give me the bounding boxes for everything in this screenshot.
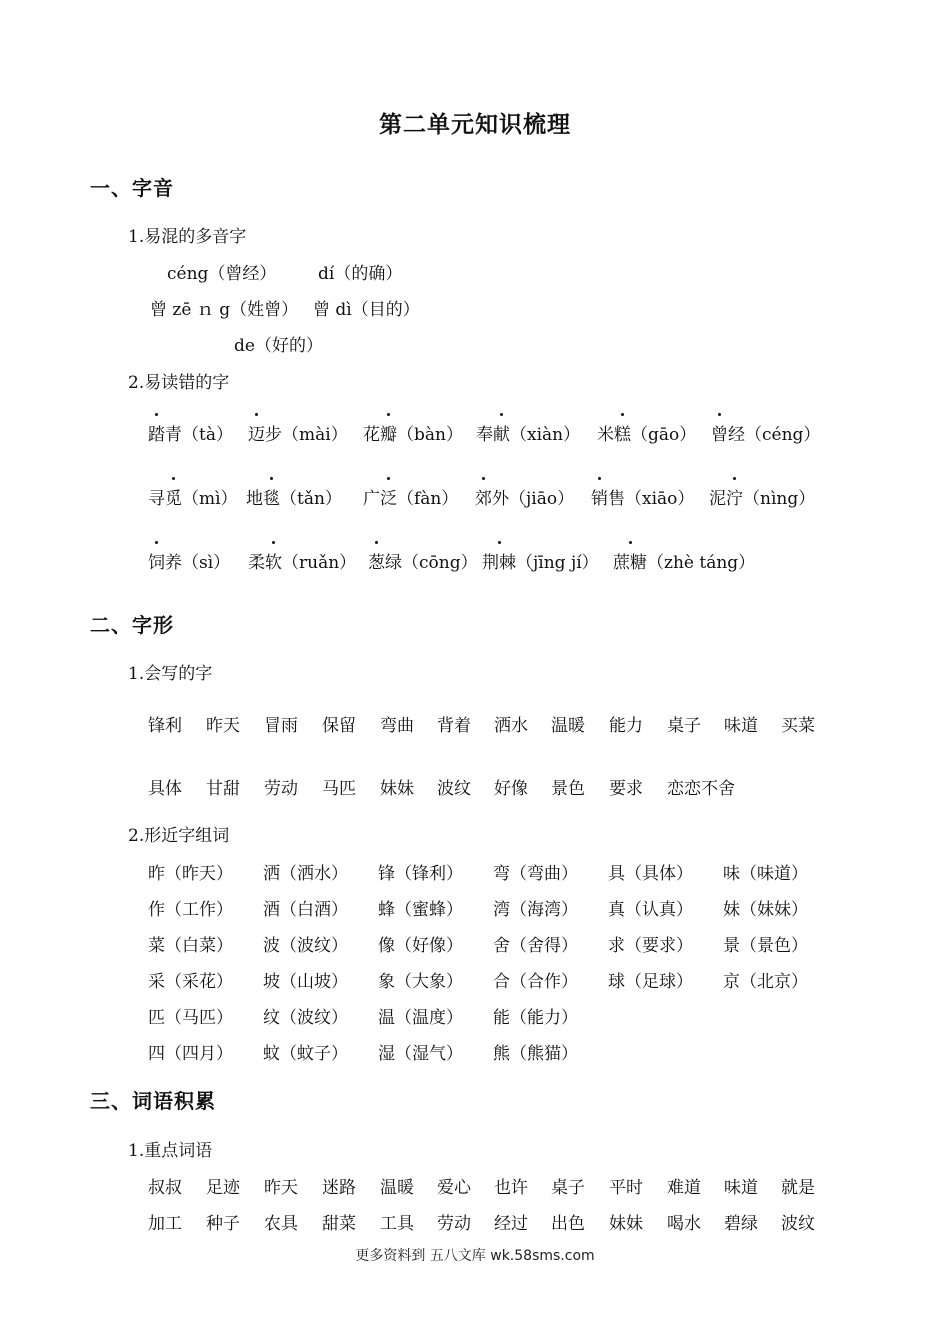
word-item: 经过 — [494, 1214, 528, 1234]
word-part: 步（mài） — [265, 425, 348, 445]
word-item: 爱心 — [437, 1178, 471, 1198]
word-item: 作（工作） — [148, 900, 233, 920]
word-item: 温（温度） — [378, 1008, 463, 1028]
word-item: 象（大象） — [378, 972, 463, 992]
word-item: 碧绿 — [724, 1214, 758, 1234]
word-item: 劳动 — [437, 1214, 471, 1234]
word-item — [482, 548, 599, 573]
word-item — [148, 484, 238, 509]
word-item: 酒（白酒） — [263, 900, 348, 920]
word-part: 地 — [246, 489, 263, 509]
polyphonic-line: céng（曾经） — [167, 264, 277, 284]
word-item: 能（能力） — [493, 1008, 578, 1028]
word-item: 要求 — [609, 779, 643, 799]
word-part: 经（céng） — [728, 425, 821, 445]
word-item: 妹妹 — [380, 779, 414, 799]
word-item: 求（要求） — [608, 936, 693, 956]
word-item: 桌子 — [551, 1178, 585, 1198]
word-part: 花 — [363, 425, 380, 445]
word-part: （xiàn） — [510, 425, 581, 445]
subsection-misread-label: 2.易读错的字 — [128, 373, 230, 393]
word-item: 弯（弯曲） — [493, 864, 578, 884]
dotted-char: 献 — [493, 420, 510, 445]
word-item: 锋（锋利） — [378, 864, 463, 884]
footer-note: 更多资料到 五八文库 wk.58sms.com — [355, 1248, 595, 1264]
word-item: 妹（妹妹） — [723, 900, 808, 920]
word-item: 温暖 — [380, 1178, 414, 1198]
word-part: （mì） — [182, 489, 238, 509]
word-part: 售（xiāo） — [608, 489, 695, 509]
dotted-char: 荆棘 — [482, 548, 516, 573]
subsection-similar-label: 2.形近字组词 — [128, 826, 230, 846]
word-part: 泥 — [709, 489, 726, 509]
word-item: 加工 — [148, 1214, 182, 1234]
dotted-char: 毯 — [263, 484, 280, 509]
word-item: 采（采花） — [148, 972, 233, 992]
word-part: 柔 — [248, 553, 265, 573]
word-part: 米 — [597, 425, 614, 445]
word-item: 买菜 — [781, 716, 815, 736]
dotted-char: 泛 — [380, 484, 397, 509]
word-part: （tǎn） — [280, 489, 342, 509]
word-item: 劳动 — [264, 779, 298, 799]
dotted-char: 泞 — [726, 484, 743, 509]
word-item: 纹（波纹） — [263, 1008, 348, 1028]
polyphonic-line: dí（的确） — [318, 264, 403, 284]
word-item — [591, 484, 694, 509]
word-item — [368, 548, 478, 573]
word-item: 恋恋不舍 — [667, 779, 735, 799]
dotted-char: 郊 — [475, 484, 492, 509]
word-item: 出色 — [551, 1214, 585, 1234]
word-item: 也许 — [494, 1178, 528, 1198]
dotted-char: 曾 — [711, 420, 728, 445]
word-part: （jīng jí） — [516, 553, 599, 573]
word-item: 昨天 — [264, 1178, 298, 1198]
word-item: 味（味道） — [723, 864, 808, 884]
word-part: 广 — [363, 489, 380, 509]
word-item: 湿（湿气） — [378, 1044, 463, 1064]
polyphonic-line: 曾 zē ｎ g（姓曾） — [150, 300, 299, 320]
word-item: 锋利 — [148, 716, 182, 736]
word-item: 能力 — [609, 716, 643, 736]
word-item: 甜菜 — [322, 1214, 356, 1234]
word-item: 农具 — [264, 1214, 298, 1234]
word-item: 坡（山坡） — [263, 972, 348, 992]
dotted-char: 销 — [591, 484, 608, 509]
page-title: 第二单元知识梳理 — [379, 112, 571, 138]
word-item — [363, 484, 458, 509]
subsection-polyphonic-label: 1.易混的多音字 — [128, 227, 247, 247]
word-item: 平时 — [609, 1178, 643, 1198]
dotted-char: 软 — [265, 548, 282, 573]
subsection-key-words-label: 1.重点词语 — [128, 1141, 213, 1161]
word-item: 马匹 — [322, 779, 356, 799]
word-item — [476, 420, 580, 445]
word-item: 具（具体） — [608, 864, 693, 884]
word-item — [148, 420, 233, 445]
word-item: 波纹 — [781, 1214, 815, 1234]
word-item: 保留 — [322, 716, 356, 736]
dotted-char: 迈 — [248, 420, 265, 445]
word-item — [597, 420, 696, 445]
word-item: 像（好像） — [378, 936, 463, 956]
word-item: 熊（熊猫） — [493, 1044, 578, 1064]
word-item: 湾（海湾） — [493, 900, 578, 920]
word-item: 种子 — [206, 1214, 240, 1234]
word-item — [613, 548, 755, 573]
word-item: 景（景色） — [723, 936, 808, 956]
word-item: 叔叔 — [148, 1178, 182, 1198]
word-item — [248, 548, 356, 573]
word-item: 昨天 — [206, 716, 240, 736]
word-item — [246, 484, 342, 509]
dotted-char: 瓣 — [380, 420, 397, 445]
word-item — [711, 420, 820, 445]
word-item: 洒水 — [494, 716, 528, 736]
word-part: 绿（cōng） — [385, 553, 478, 573]
dotted-char: 觅 — [165, 484, 182, 509]
word-item: 真（认真） — [608, 900, 693, 920]
word-item: 弯曲 — [380, 716, 414, 736]
section-heading-pronunciation: 一、字音 — [90, 176, 174, 200]
word-item: 菜（白菜） — [148, 936, 233, 956]
word-item: 迷路 — [322, 1178, 356, 1198]
word-item: 桌子 — [667, 716, 701, 736]
word-item: 舍（舍得） — [493, 936, 578, 956]
word-item: 波（波纹） — [263, 936, 348, 956]
dotted-char: 蔗糖 — [613, 548, 647, 573]
word-part: （ruǎn） — [282, 553, 357, 573]
word-item: 具体 — [148, 779, 182, 799]
word-item: 就是 — [781, 1178, 815, 1198]
word-item: 洒（洒水） — [263, 864, 348, 884]
word-item: 甘甜 — [206, 779, 240, 799]
word-item — [248, 420, 348, 445]
word-part: 奉 — [476, 425, 493, 445]
word-item — [148, 548, 230, 573]
section-heading-vocabulary: 三、词语积累 — [90, 1089, 216, 1113]
word-part: 青（tà） — [165, 425, 233, 445]
word-part: （zhè táng） — [647, 553, 756, 573]
word-item: 味道 — [724, 716, 758, 736]
word-item: 波纹 — [437, 779, 471, 799]
word-item — [475, 484, 574, 509]
word-item: 味道 — [724, 1178, 758, 1198]
dotted-char: 葱 — [368, 548, 385, 573]
word-item: 温暖 — [551, 716, 585, 736]
word-item: 好像 — [494, 779, 528, 799]
dotted-char: 糕 — [614, 420, 631, 445]
word-part: （gāo） — [631, 425, 697, 445]
word-item: 景色 — [551, 779, 585, 799]
word-part: （nìng） — [743, 489, 816, 509]
word-item — [709, 484, 815, 509]
dotted-char: 饲 — [148, 548, 165, 573]
polyphonic-line: de（好的） — [234, 336, 323, 356]
word-item: 球（足球） — [608, 972, 693, 992]
polyphonic-line: 曾 dì（目的） — [313, 300, 420, 320]
word-part: 养（sì） — [165, 553, 231, 573]
word-item: 合（合作） — [493, 972, 578, 992]
word-item: 难道 — [667, 1178, 701, 1198]
word-part: 寻 — [148, 489, 165, 509]
word-item: 妹妹 — [609, 1214, 643, 1234]
word-item: 京（北京） — [723, 972, 808, 992]
word-item: 背着 — [437, 716, 471, 736]
word-part: （fàn） — [397, 489, 459, 509]
word-part: 外（jiāo） — [492, 489, 575, 509]
section-heading-glyph: 二、字形 — [90, 613, 174, 637]
word-item: 工具 — [380, 1214, 414, 1234]
word-item: 蚊（蚊子） — [263, 1044, 348, 1064]
word-item: 喝水 — [667, 1214, 701, 1234]
word-item: 匹（马匹） — [148, 1008, 233, 1028]
word-item: 蜂（蜜蜂） — [378, 900, 463, 920]
word-part: （bàn） — [397, 425, 463, 445]
subsection-writing-label: 1.会写的字 — [128, 664, 213, 684]
word-item: 四（四月） — [148, 1044, 233, 1064]
word-item — [363, 420, 463, 445]
dotted-char: 踏 — [148, 420, 165, 445]
word-item: 足迹 — [206, 1178, 240, 1198]
word-item: 昨（昨天） — [148, 864, 233, 884]
word-item: 冒雨 — [264, 716, 298, 736]
